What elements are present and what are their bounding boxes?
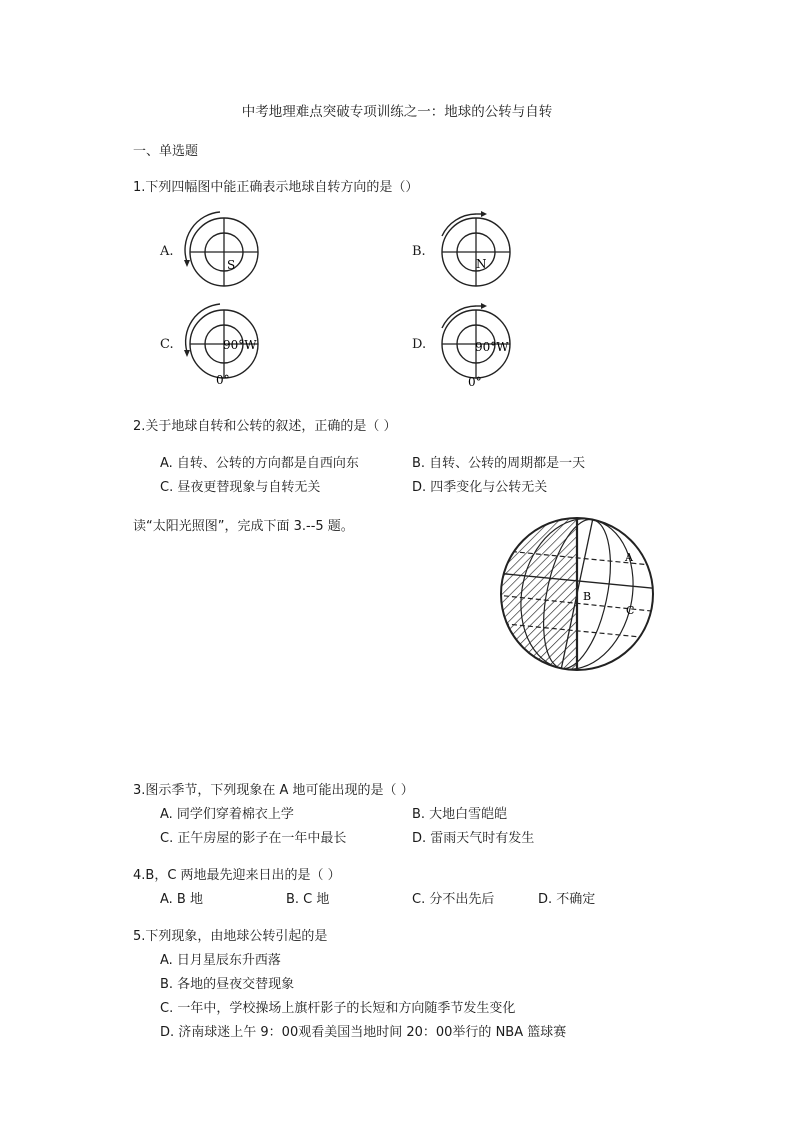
q2-option-a: A. 自转、公转的方向都是自西向东 [160, 456, 359, 471]
lon-label-0: 0° [468, 375, 482, 389]
q1-figure-c-globe [180, 304, 300, 390]
question-3-stem: 3.图示季节，下列现象在 A 地可能出现的是（ ） [133, 783, 414, 798]
q2-option-d: D. 四季变化与公转无关 [412, 480, 548, 495]
q5-option-d: D. 济南球迷上午 9：00观看美国当地时间 20：00举行的 NBA 篮球赛 [160, 1025, 567, 1040]
question-5-stem: 5.下列现象，由地球公转引起的是 [133, 929, 328, 944]
q1-option-d-label: D. [412, 337, 427, 352]
point-b-label: B [583, 590, 592, 603]
pole-label-s: S [227, 258, 236, 272]
q1-option-c-label: C. [160, 337, 174, 352]
q4-option-c: C. 分不出先后 [412, 892, 495, 907]
reading-prompt: 读“太阳光照图”，完成下面 3.--5 题。 [133, 519, 354, 534]
q1-figure-b-globe [432, 214, 522, 294]
pole-label-n: N [476, 257, 487, 271]
section-heading: 一、单选题 [133, 144, 199, 159]
q5-option-b: B. 各地的昼夜交替现象 [160, 977, 295, 992]
q5-option-a: A. 日月星辰东升西落 [160, 953, 281, 968]
page-title: 中考地理难点突破专项训练之一：地球的公转与自转 [241, 104, 553, 120]
q2-option-c: C. 昼夜更替现象与自转无关 [160, 480, 321, 495]
q3-option-a: A. 同学们穿着棉衣上学 [160, 807, 294, 822]
lon-label-90w: 90°W [475, 340, 509, 354]
point-c-label: C [626, 604, 635, 617]
q3-option-b: B. 大地白雪皑皑 [412, 807, 508, 822]
q2-option-b: B. 自转、公转的周期都是一天 [412, 456, 586, 471]
q1-figure-d-globe [432, 304, 552, 390]
q1-option-b-label: B. [412, 244, 426, 259]
q4-option-a: A. B 地 [160, 892, 203, 907]
q5-option-c: C. 一年中，学校操场上旗杆影子的长短和方向随季节发生变化 [160, 1001, 516, 1016]
q1-option-a-label: A. [160, 244, 174, 259]
question-4-stem: 4.B，C 两地最先迎来日出的是（ ） [133, 868, 341, 883]
lon-label-90w: 90°W [223, 338, 257, 352]
question-2-stem: 2.关于地球自转和公转的叙述，正确的是（ ） [133, 419, 397, 434]
q4-option-d: D. 不确定 [538, 892, 596, 907]
lon-label-0: 0° [216, 373, 230, 387]
q4-option-b: B. C 地 [286, 892, 330, 907]
q3-option-d: D. 雷雨天气时有发生 [412, 831, 535, 846]
q3-option-c: C. 正午房屋的影子在一年中最长 [160, 831, 347, 846]
question-1-stem: 1.下列四幅图中能正确表示地球自转方向的是（） [133, 180, 419, 195]
sunlight-illumination-figure [496, 515, 661, 675]
point-a-label: A [625, 551, 633, 564]
q1-figure-a-globe [180, 214, 270, 294]
